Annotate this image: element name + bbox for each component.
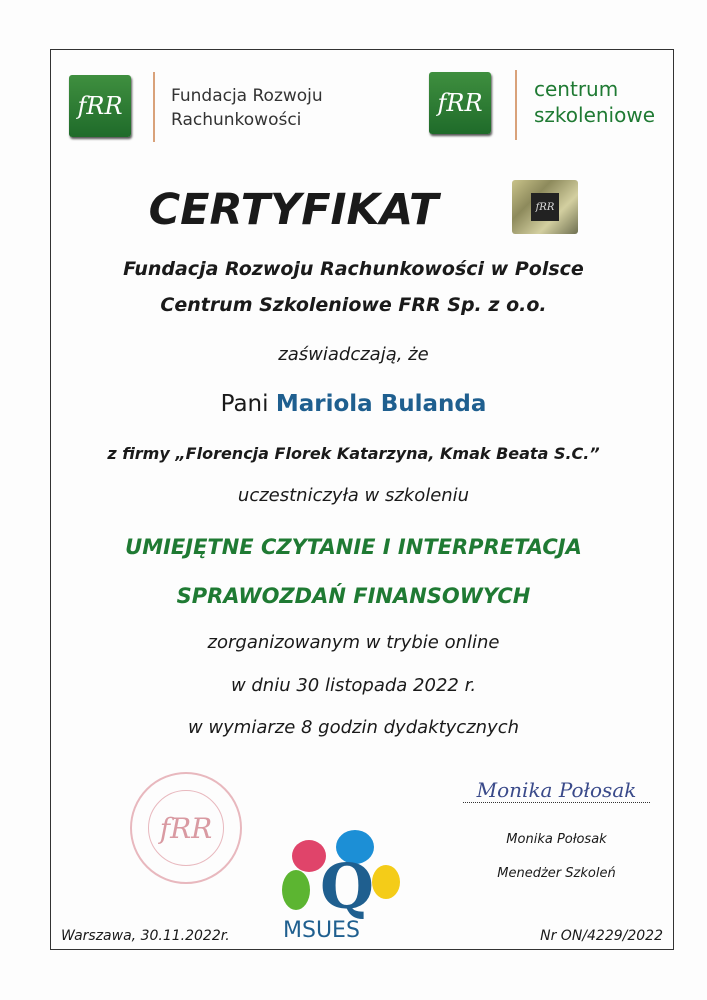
hours-text: w wymiarze 8 godzin dydaktycznych: [187, 717, 520, 738]
frr-logo-right: fRR: [429, 72, 491, 134]
org-name-left: [171, 84, 323, 132]
company-line: z firmy „Florencja Florek Katarzyna, Kmak Beata S.C.”: [107, 444, 600, 463]
recipient: [0, 391, 707, 417]
frr-logo-left: fRR: [69, 75, 131, 137]
mode-text: zorganizowanym w trybie online: [207, 632, 500, 653]
participated-text: uczestniczyła w szkoleniu: [237, 485, 470, 506]
organization-stamp: [130, 772, 242, 884]
signer-role: Menedżer Szkoleń: [497, 866, 616, 881]
org-line: Fundacja Rozwoju: [171, 86, 323, 106]
q-letter: Q: [320, 850, 375, 923]
org-line: szkoleniowe: [534, 103, 656, 127]
issuer-line: Centrum Szkoleniowe FRR Sp. z o.o.: [160, 294, 547, 316]
org-line: Rachunkowości: [171, 110, 302, 130]
stamp-mark: fRR: [148, 790, 224, 866]
issuer-line: Fundacja Rozwoju Rachunkowości w Polsce: [123, 258, 584, 280]
divider: [153, 72, 155, 142]
hologram-seal: [512, 180, 578, 234]
recipient-prefix: Pani: [220, 391, 269, 417]
handwritten-signature: Monika Połosak: [463, 778, 650, 803]
msues-logo: [280, 825, 410, 945]
course-title-line: SPRAWOZDAŃ FINANSOWYCH: [176, 584, 531, 608]
signer-name: Monika Połosak: [506, 832, 607, 847]
green-blob: [282, 870, 310, 910]
divider: [515, 70, 517, 140]
msues-text: MSUES: [283, 918, 360, 943]
org-line: centrum: [534, 77, 619, 101]
course-title-line: UMIEJĘTNE CZYTANIE I INTERPRETACJA: [125, 535, 582, 559]
certificate-number: Nr ON/4229/2022: [540, 928, 663, 944]
yellow-blob: [372, 865, 400, 899]
date-text: w dniu 30 listopada 2022 r.: [230, 675, 477, 696]
hologram-mark: fRR: [531, 193, 559, 221]
place-date: Warszawa, 30.11.2022r.: [61, 928, 230, 944]
recipient-name: Mariola Bulanda: [275, 391, 487, 417]
org-name-right: [534, 76, 655, 128]
certify-text: zaświadczają, że: [278, 344, 429, 365]
certificate-title: CERTYFIKAT: [148, 185, 439, 235]
